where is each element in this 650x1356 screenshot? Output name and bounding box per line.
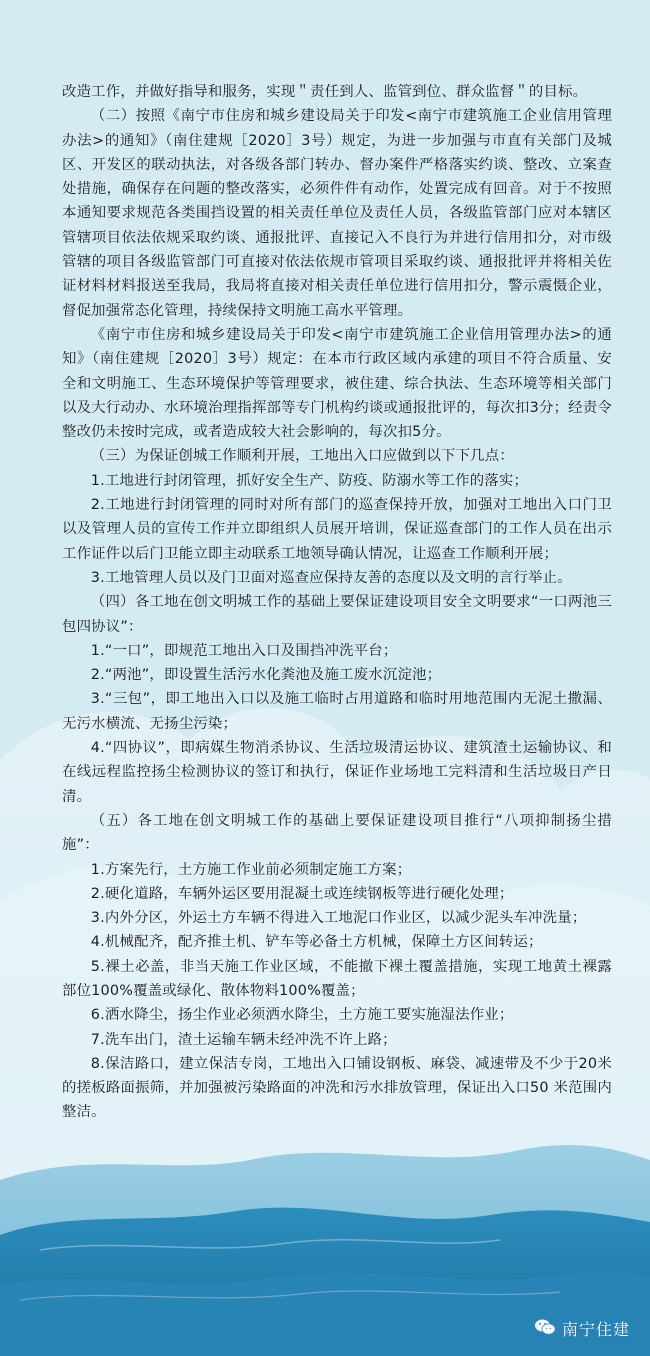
paragraph: 2.“两池”，即设置生活污水化粪池及施工废水沉淀池； — [90, 667, 442, 684]
paragraph: 1.“一口”，即规范工地出入口及围挡冲洗平台； — [90, 642, 398, 659]
paragraph: 3.工地管理人员以及门卫面对巡查应保持友善的态度以及文明的言行举止。 — [90, 569, 572, 586]
paragraph: 3.“三包”，即工地出入口以及施工临时占用道路和临时用地范围内无泥土撒漏、无污水横流、无扬尘污染； — [62, 691, 612, 732]
paragraph: 5.裸土必盖，非当天施工作业区域，不能撤下裸土覆盖措施，实现工地黄土裸露部位100%覆盖或绿化、散体物料100%覆盖； — [62, 958, 612, 999]
paragraph: 1.工地进行封闭管理，抓好安全生产、防疫、防溺水等工作的落实； — [90, 472, 529, 489]
paragraph: 8.保洁路口，建立保洁专岗，工地出入口铺设钢板、麻袋、减速带及不少于20米的搓板路面振筛，并加强被污染路面的冲洗和污水排放管理，保证出入口50 米范围内整洁。 — [62, 1055, 612, 1121]
paragraph: 7.洗车出门，渣土运输车辆未经冲洗不许上路； — [90, 1031, 397, 1048]
watermark — [534, 1317, 630, 1340]
paragraph: 4.“四协议”，即病媒生物消杀协议、生活垃圾清运协议、建筑渣土运输协议、和在线远程监控扬尘检测协议的签订和执行，保证作业场地工完料清和生活垃圾日产日清。 — [62, 740, 612, 805]
paragraph: 改造工作，并做好指导和服务，实现＂责任到人、监管到位、群众监督＂的目标。 — [62, 84, 588, 100]
paragraph: 4.机械配齐，配齐推土机、铲车等必备土方机械，保障土方区间转运； — [90, 934, 543, 951]
paragraph: 2.工地进行封闭管理的同时对所有部门的巡查保持开放，加强对工地出入口门卫以及管理人员的宣传工作并立即组织人员展开培训，保证巡查部门的工作人员在出示工作证件以后门卫能立即主动联系工地领导确认情况，让巡查工作顺利开展； — [62, 497, 612, 562]
paragraph: 《南宁市住房和城乡建设局关于印发<南宁市建筑施工企业信用管理办法>的通知》（南住建规［2020］3号）规定：在本市行政区域内承建的项目不符合质量、安全和文明施工、生态环境保护等管理要求，被住建、综合执法、生态环境等相关部门以及大行动办、水环境治理指挥部等专门机构约谈或通报批评的，每次扣3分；经责令整改仍未按时完成，或者造成较大社会影响的，每次扣5分。 — [62, 326, 612, 441]
watermark-text: 南宁住建 — [561, 1320, 630, 1339]
article-body — [62, 80, 612, 1125]
paragraph: （五）各工地在创文明城工作的基础上要保证建设项目推行“八项抑制扬尘措施”： — [62, 812, 612, 854]
paragraph: （四）各工地在创文明城工作的基础上要保证建设项目安全文明要求“一口两池三包四协议”： — [62, 594, 612, 635]
paragraph: （三）为保证创城工作顺利开展，工地出入口应做到以下下几点： — [90, 448, 514, 465]
paragraph: 6.洒水降尘，扬尘作业必须洒水降尘，土方施工要实施湿法作业； — [90, 1007, 514, 1024]
paragraph: 3.内外分区，外运土方车辆不得进入工地泥口作业区，以减少泥头车冲洗量； — [90, 910, 587, 927]
wechat-icon — [534, 1318, 556, 1340]
paragraph: 1.方案先行，土方施工作业前必须制定施工方案； — [90, 861, 412, 878]
paragraph: （二）按照《南宁市住房和城乡建设局关于印发<南宁市建筑施工企业信用管理办法>的通知》（南住建规［2020］3号）规定，为进一步加强与市直有关部门及城区、开发区的联动执法，对各级各部门转办、督办案件严格落实约谈、整改、立案查处措施，确保存在问题的整改落实，必须件件有动作，处置完成有回音。对于不按照本通知要求规范各类围挡设置的相关责任单位及责任人员，各级监管部门应对本辖区管辖项目依法依规采取约谈、通报批评、直接记入不良行为并进行信用扣分，对市级管辖的项目各级监管部门可直接对依法依规市管项目采取约谈、通报批评并将相关佐证材料材料报送至我局，我局将直接对相关责任单位进行信用扣分，警示震慑企业，督促加强常态化管理，持续保持文明施工高水平管理。 — [62, 108, 612, 319]
paragraph: 2.硬化道路，车辆外运区要用混凝土或连续钢板等进行硬化处理； — [90, 885, 514, 902]
